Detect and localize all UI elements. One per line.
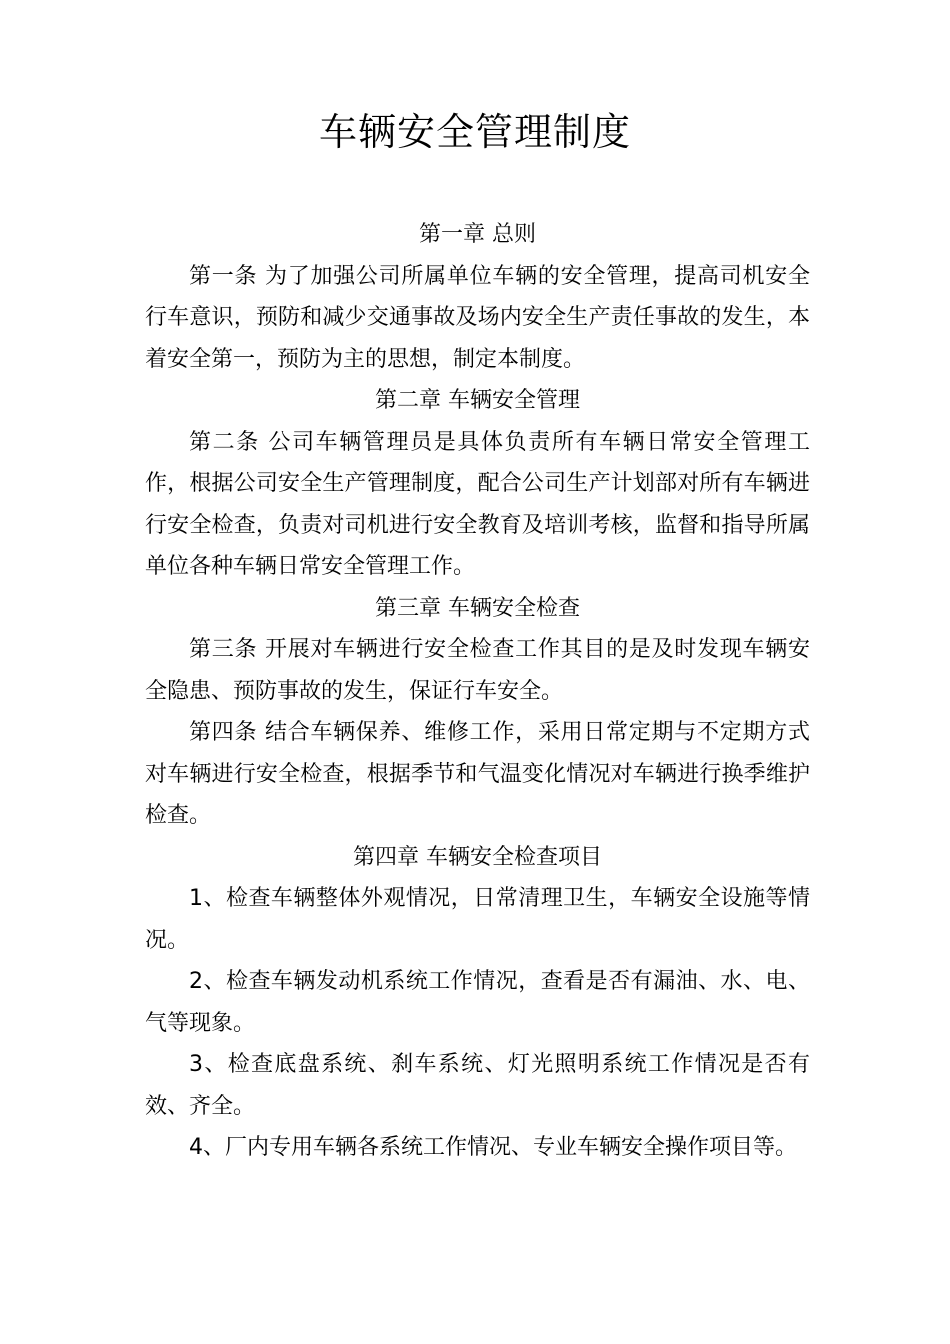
list-item-paragraph: 4、厂内专用车辆各系统工作情况、专业车辆安全操作项目等。 [189,1135,797,1160]
article-paragraph: 第二条 公司车辆管理员是具体负责所有车辆日常安全管理工作，根据公司安全生产管理制度，配合公司生产计划部对所有车辆进行安全检查，负责对司机进行安全教育及培训考核，监督和指导所属单位各种车辆日常安全管理工作。 [145,429,810,579]
list-item-paragraph: 1、检查车辆整体外观情况，日常清理卫生，车辆安全设施等情况。 [145,886,810,953]
chapter-heading: 第一章 总则 [419,222,536,247]
article-paragraph: 第一条 为了加强公司所属单位车辆的安全管理，提高司机安全行车意识，预防和减少交通事故及场内安全生产责任事故的发生，本着安全第一，预防为主的思想，制定本制度。 [145,263,810,372]
document-title: 车辆安全管理制度 [318,110,631,154]
chapter-heading: 第四章 车辆安全检查项目 [353,844,602,870]
chapter-heading: 第三章 车辆安全检查 [375,595,580,621]
article-paragraph: 第三条 开展对车辆进行安全检查工作其目的是及时发现车辆安全隐患、预防事故的发生，保证行车安全。 [145,637,810,704]
list-item-paragraph: 3、检查底盘系统、刹车系统、灯光照明系统工作情况是否有效、齐全。 [145,1052,810,1119]
document-body [145,214,810,1169]
article-paragraph: 第四条 结合车辆保养、维修工作，采用日常定期与不定期方式对车辆进行安全检查，根据季节和气温变化情况对车辆进行换季维护检查。 [145,720,810,828]
list-item-paragraph: 2、检查车辆发动机系统工作情况，查看是否有漏油、水、电、气等现象。 [145,969,810,1036]
chapter-heading: 第二章 车辆安全管理 [375,388,580,413]
